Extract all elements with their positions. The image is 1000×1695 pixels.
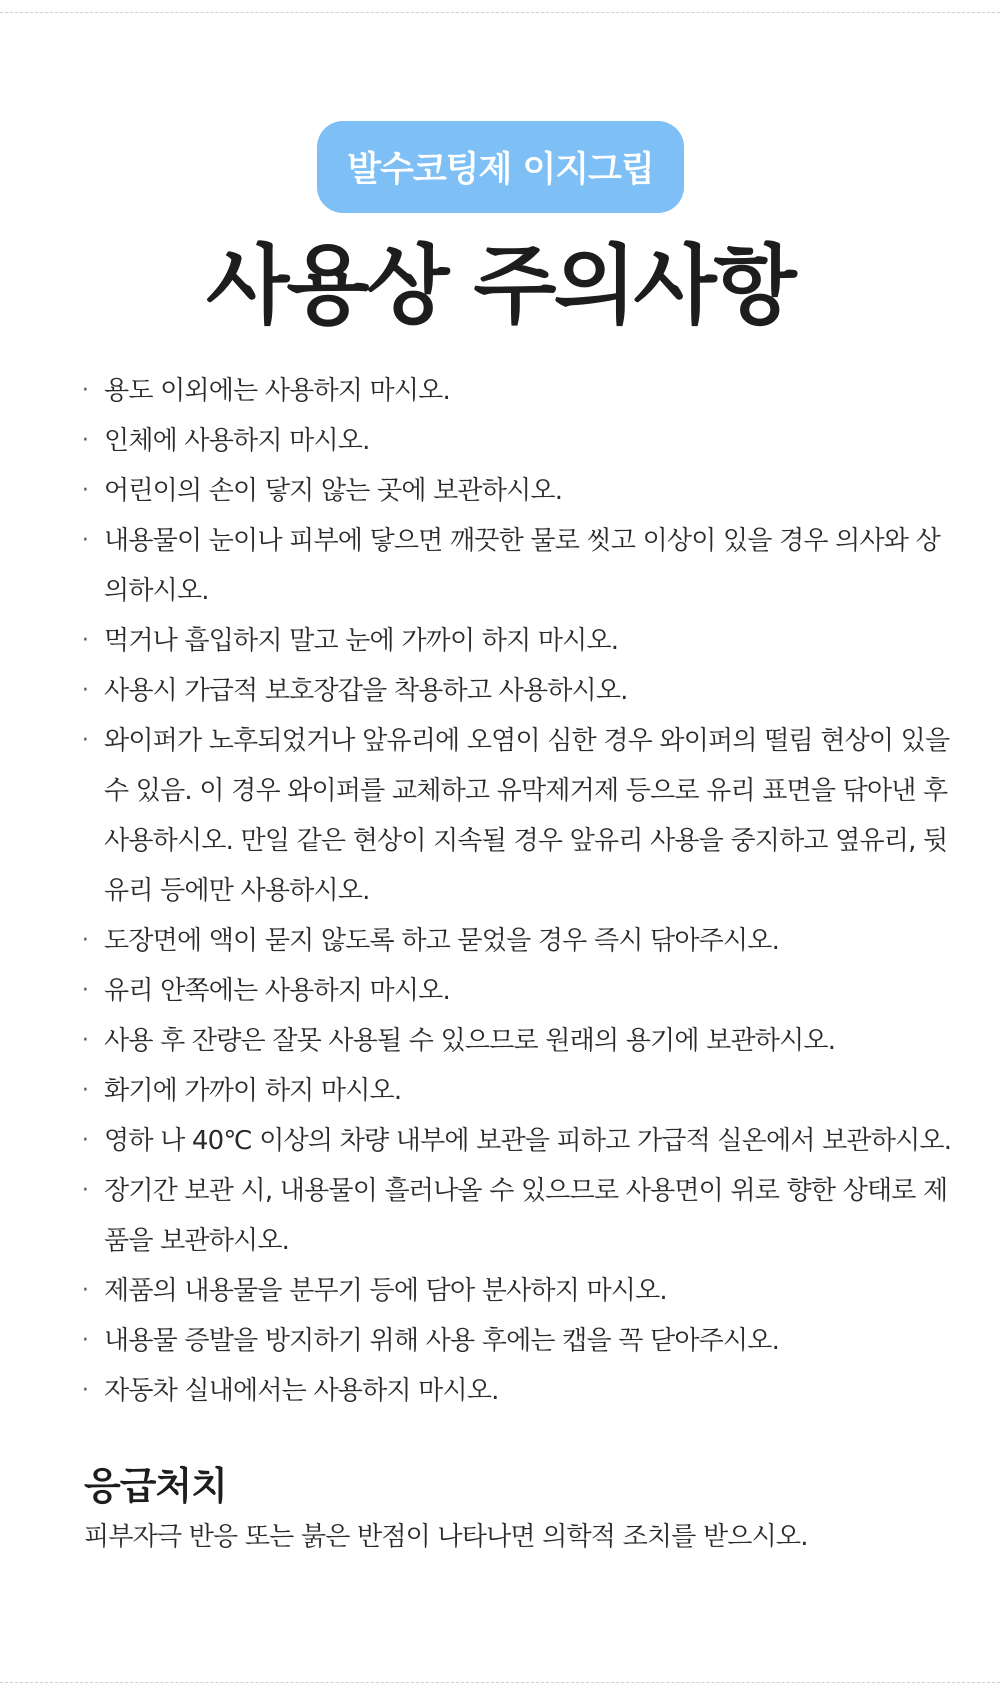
bullet-icon: · <box>81 1328 89 1353</box>
precaution-item <box>80 1066 960 1116</box>
bullet-icon: · <box>81 1078 89 1103</box>
top-divider <box>0 12 1000 13</box>
precaution-item <box>80 616 960 666</box>
bullet-icon: · <box>81 728 89 753</box>
precaution-text: 사용 후 잔량은 잘못 사용될 수 있으므로 원래의 용기에 보관하시오. <box>104 1026 836 1056</box>
precaution-item <box>80 516 960 616</box>
precaution-text: 내용물이 눈이나 피부에 닿으면 깨끗한 물로 씻고 이상이 있을 경우 의사와 상의하시오. <box>104 526 940 606</box>
bullet-icon: · <box>81 1028 89 1053</box>
bullet-icon: · <box>81 528 89 553</box>
precaution-item <box>80 916 960 966</box>
bullet-icon: · <box>81 928 89 953</box>
precaution-text: 용도 이외에는 사용하지 마시오. <box>104 376 450 406</box>
bullet-icon: · <box>81 1378 89 1403</box>
precaution-text: 제품의 내용물을 분무기 등에 담아 분사하지 마시오. <box>104 1276 667 1306</box>
precaution-text: 유리 안쪽에는 사용하지 마시오. <box>104 976 450 1006</box>
precaution-text: 내용물 증발을 방지하기 위해 사용 후에는 캡을 꼭 닫아주시오. <box>104 1326 780 1356</box>
precaution-item <box>80 1166 960 1266</box>
precaution-item <box>80 1266 960 1316</box>
precaution-item <box>80 1116 960 1166</box>
product-name-badge: 발수코팅제 이지그립 <box>317 121 684 213</box>
bullet-icon: · <box>81 978 89 1003</box>
bullet-icon: · <box>81 1278 89 1303</box>
bullet-icon: · <box>81 428 89 453</box>
precaution-item <box>80 416 960 466</box>
precaution-text: 영하 나 40℃ 이상의 차량 내부에 보관을 피하고 가급적 실온에서 보관하시오. <box>104 1126 952 1156</box>
precaution-text: 도장면에 액이 묻지 않도록 하고 묻었을 경우 즉시 닦아주시오. <box>104 926 780 956</box>
precaution-item <box>80 966 960 1016</box>
precaution-item <box>80 466 960 516</box>
precaution-text: 화기에 가까이 하지 마시오. <box>104 1076 402 1106</box>
bullet-icon: · <box>81 678 89 703</box>
precaution-text: 와이퍼가 노후되었거나 앞유리에 오염이 심한 경우 와이퍼의 떨림 현상이 있을 수 있음. 이 경우 와이퍼를 교체하고 유막제거제 등으로 유리 표면을 닦아낸 후 사용하시오. 만일 같은 현상이 지속될 경우 앞유리 사용을 중지하고 옆유리, 뒷유리 등에만 사용하시오. <box>104 726 950 906</box>
precaution-text: 장기간 보관 시, 내용물이 흘러나올 수 있으므로 사용면이 위로 향한 상태로 제품을 보관하시오. <box>104 1176 948 1256</box>
bullet-icon: · <box>81 1178 89 1203</box>
bullet-icon: · <box>81 1128 89 1153</box>
precaution-text: 먹거나 흡입하지 말고 눈에 가까이 하지 마시오. <box>104 626 619 656</box>
precaution-text: 사용시 가급적 보호장갑을 착용하고 사용하시오. <box>104 676 628 706</box>
precaution-text: 어린이의 손이 닿지 않는 곳에 보관하시오. <box>104 476 563 506</box>
precaution-item <box>80 1016 960 1066</box>
precaution-item <box>80 716 960 916</box>
emergency-heading: 응급처치 <box>84 1464 227 1508</box>
precaution-item <box>80 1366 960 1416</box>
precaution-text: 자동차 실내에서는 사용하지 마시오. <box>104 1376 499 1406</box>
bullet-icon: · <box>81 378 89 403</box>
precaution-item <box>80 666 960 716</box>
bullet-icon: · <box>81 628 89 653</box>
emergency-text: 피부자극 반응 또는 붉은 반점이 나타나면 의학적 조치를 받으시오. <box>84 1522 808 1552</box>
precaution-text: 인체에 사용하지 마시오. <box>104 426 370 456</box>
precaution-item <box>80 1316 960 1366</box>
bottom-divider <box>0 1682 1000 1683</box>
page-title: 사용상 주의사항 <box>206 236 794 336</box>
precautions-list <box>80 366 960 1416</box>
bullet-icon: · <box>81 478 89 503</box>
precaution-item <box>80 366 960 416</box>
